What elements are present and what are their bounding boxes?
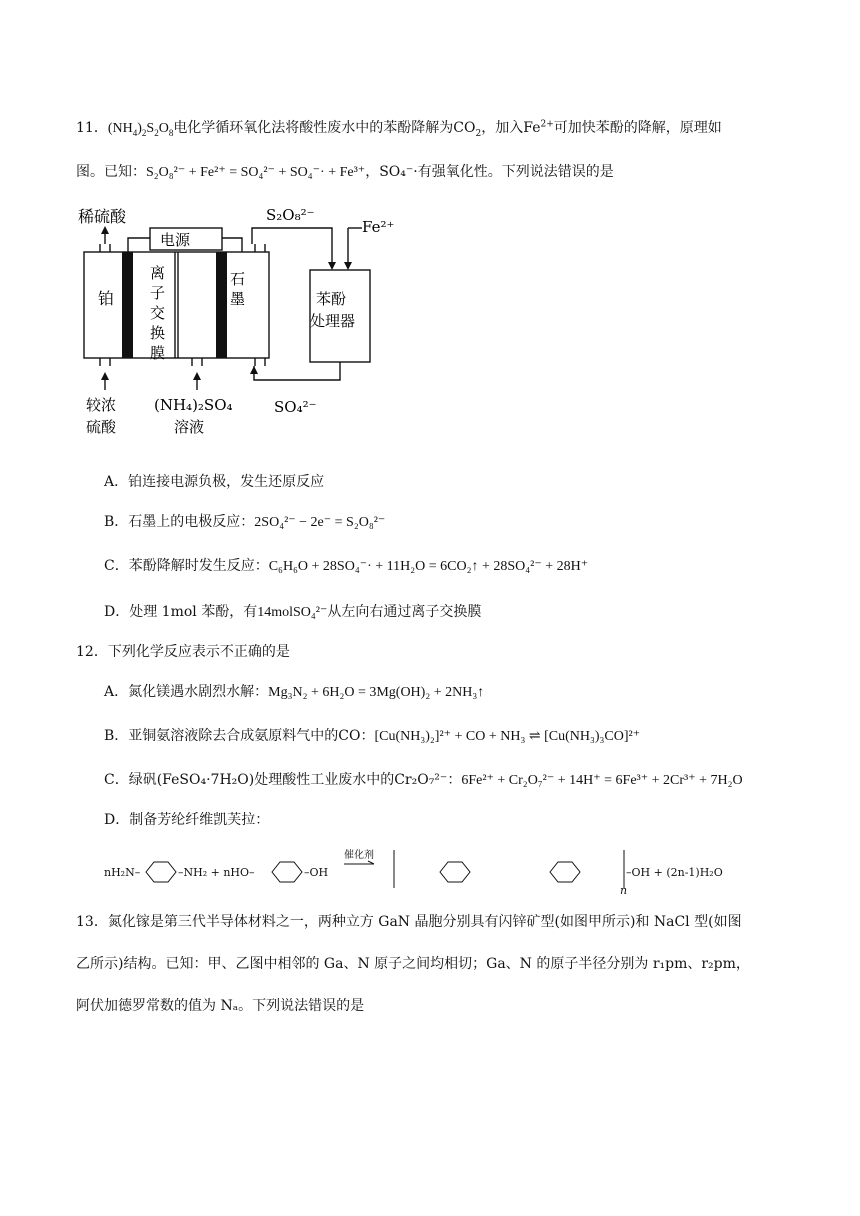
power-label: 电源 bbox=[160, 231, 191, 249]
s2o8-label: S₂O₈²⁻ bbox=[266, 206, 315, 224]
fe2-label: Fe²⁺ bbox=[362, 218, 395, 236]
q12-option-a: A．氮化镁遇水剧烈水解：Mg₃N₂ + 6H₂O = 3Mg(OH)₂ + 2NH₃↑ bbox=[104, 684, 485, 700]
catalyst-label: 催化剂 bbox=[344, 850, 374, 861]
processor-label-1: 苯酚 bbox=[316, 290, 347, 308]
q11-option-a: A．铂连接电源负极，发生还原反应 bbox=[104, 474, 325, 490]
kevlar-right: –OH + (2n-1)H₂O bbox=[626, 866, 723, 879]
q11-number: 11． bbox=[76, 120, 108, 136]
benzene-ring-4 bbox=[550, 862, 580, 882]
processor-label-2: 处理器 bbox=[310, 312, 356, 330]
membrane-label-4: 换 bbox=[150, 324, 166, 342]
nh4so4-label-2: 溶液 bbox=[174, 418, 205, 436]
q11-option-c: C．苯酚降解时发生反应：C₆H₆O + 28SO₄⁻· + 11H₂O = 6CO₂↑ + 28SO₄²⁻ + 28H⁺ bbox=[104, 558, 589, 574]
benzene-ring-1 bbox=[146, 862, 176, 882]
graphite-electrode bbox=[216, 252, 227, 358]
conc-acid-label-2: 硫酸 bbox=[86, 418, 117, 436]
q13-line2: 乙所示)结构。已知：甲、乙图中相邻的 Ga、N 原子之间均相切；Ga、N 的原子半径分别为 r₁pm、r₂pm， bbox=[76, 956, 750, 972]
conc-acid-label-1: 较浓 bbox=[86, 396, 117, 414]
platinum-label: 铂 bbox=[98, 289, 115, 308]
q12-option-c: C．绿矾(FeSO₄·7H₂O)处理酸性工业废水中的Cr₂O₇²⁻：6Fe²⁺ + Cr₂O₇²⁻ + 14H⁺ = 6Fe³⁺ + 2Cr³⁺ + 7H₂O bbox=[104, 772, 743, 788]
so4-label: SO₄²⁻ bbox=[274, 398, 317, 416]
q13-line3: 阿伏加德罗常数的值为 Nₐ。下列说法错误的是 bbox=[76, 998, 365, 1014]
nh4so4-label-1: (NH₄)₂SO₄ bbox=[154, 396, 233, 414]
q11-known-equation: S₂O₈²⁻ + Fe²⁺ = SO₄²⁻ + SO₄⁻· + Fe³⁺ bbox=[146, 165, 366, 180]
dilute-acid-label: 稀硫酸 bbox=[78, 207, 127, 226]
q11-formula-persulfate: $(NH_4)_2S_2O_8$ bbox=[107, 121, 174, 138]
membrane-label-3: 交 bbox=[150, 304, 166, 322]
q12-stem: 12．下列化学反应表示不正确的是 bbox=[76, 644, 290, 660]
kevlar-reaction bbox=[104, 840, 724, 896]
benzene-ring-3 bbox=[440, 862, 470, 882]
q11-option-d: D．处理 1mol 苯酚，有14molSO₄²⁻从左向右通过离子交换膜 bbox=[104, 604, 482, 620]
kevlar-left-mid: –NH₂ + nHO– bbox=[178, 866, 255, 879]
membrane-label-2: 子 bbox=[150, 284, 166, 302]
kevlar-n: n bbox=[620, 884, 628, 896]
membrane-label-5: 膜 bbox=[150, 344, 166, 362]
q11-stem-text: 电化学循环氧化法将酸性废水中的苯酚降解为CO bbox=[173, 120, 476, 136]
q11-option-b: B．石墨上的电极反应：2SO₄²⁻ − 2e⁻ = S₂O₈²⁻ bbox=[104, 514, 386, 530]
q12-option-d: D．制备芳纶纤维凯芙拉： bbox=[104, 812, 270, 828]
graphite-label-1: 石 bbox=[230, 270, 246, 288]
kevlar-left-amine: nH₂N– bbox=[104, 866, 141, 879]
graphite-label-2: 墨 bbox=[230, 290, 246, 308]
membrane-label-1: 离 bbox=[150, 264, 166, 282]
platinum-electrode bbox=[122, 252, 133, 358]
kevlar-left-acid: –OH bbox=[304, 866, 329, 879]
benzene-ring-2 bbox=[272, 862, 302, 882]
q11-stem-line2: 图。已知：S₂O₈²⁻ + Fe²⁺ = SO₄²⁻ + SO₄⁻· + Fe³⁺，SO₄⁻·有强氧化性。下列说法错误的是 bbox=[76, 164, 614, 180]
q13-line1: 13．氮化镓是第三代半导体材料之一，两种立方 GaN 晶胞分别具有闪锌矿型(如图甲所示)和 NaCl 型(如图 bbox=[76, 914, 742, 930]
q12-option-b: B．亚铜氨溶液除去合成氨原料气中的CO：[Cu(NH₃)₂]²⁺ + CO + NH₃ ⇌ [Cu(NH₃)₃CO]²⁺ bbox=[104, 728, 641, 744]
electrolysis-diagram bbox=[70, 200, 410, 450]
q11-stem-line1: 11．$(NH_4)_2S_2O_8$电化学循环氧化法将酸性废水中的苯酚降解为$CO_2$，加入$Fe^{2+}$可加快苯酚的降解，原理如 bbox=[76, 119, 722, 139]
